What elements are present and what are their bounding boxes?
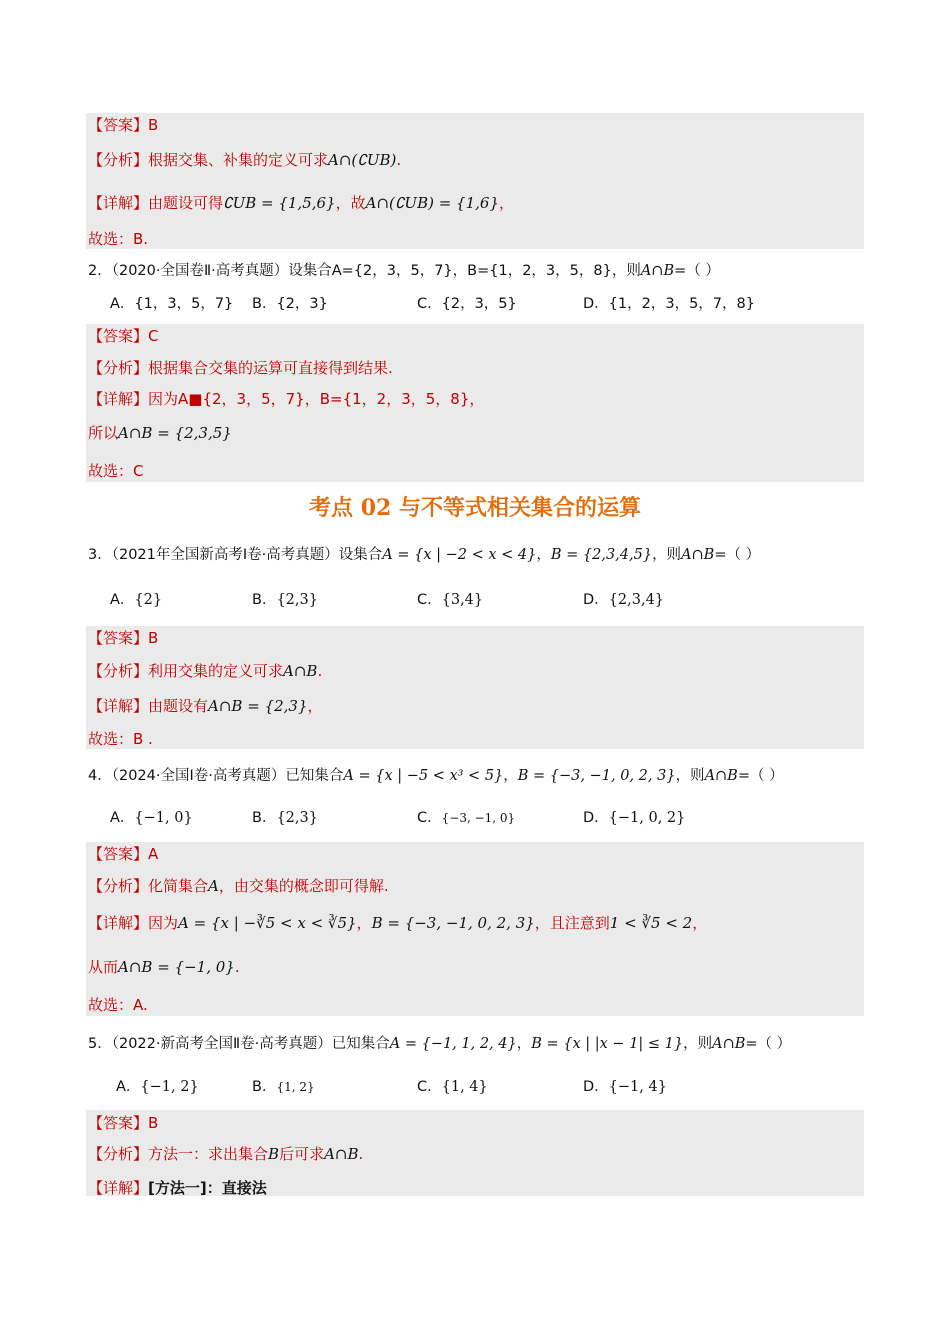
conclusion-line: 故选：A. [88, 996, 148, 1014]
result-line: 所以A∩B = {2,3,5} [88, 424, 232, 442]
section-title: 考点 02 与不等式相关集合的运算 [309, 495, 641, 521]
option-d: D．{2,3,4} [583, 592, 665, 608]
detail-line: 【详解】由题设有A∩B = {2,3}， [88, 697, 323, 715]
conclusion-line: 故选：B. [88, 230, 149, 248]
option-d: D．{−1, 0, 2} [583, 810, 686, 826]
analysis-line: 【分析】根据交集、补集的定义可求A∩(∁UB). [88, 151, 402, 169]
question-4-stem: 4．（2024·全国Ⅰ卷·高考真题）已知集合A = {x | −5 < x³ < 5}，B = {−3, −1, 0, 2, 3}，则A∩B=（ ） [88, 768, 784, 784]
conclusion-line: 故选：B . [88, 730, 153, 748]
option-c: C．{3,4} [417, 592, 484, 608]
answer-line: 【答案】C [88, 327, 159, 345]
answer-line: 【答案】B [88, 629, 159, 647]
answer-box-1 [86, 113, 864, 249]
answer-line: 【答案】B [88, 1114, 159, 1132]
option-c: C．{1, 4} [417, 1079, 488, 1095]
option-d: D．{1，2，3，5，7，8} [583, 296, 755, 312]
option-b: B．{1, 2} [252, 1079, 315, 1095]
analysis-line: 【分析】利用交集的定义可求A∩B. [88, 662, 323, 680]
analysis-line: 【分析】方法一：求出集合B后可求A∩B. [88, 1145, 364, 1163]
answer-line: 【答案】A [88, 845, 159, 863]
question-3-stem: 3．（2021年全国新高考Ⅰ卷·高考真题）设集合A = {x | −2 < x < 4}，B = {2,3,4,5}，则A∩B=（ ） [88, 547, 761, 563]
option-a: A．{2} [110, 592, 163, 608]
option-a: A．{−1, 0} [110, 810, 193, 826]
option-b: B．{2,3} [252, 592, 318, 608]
option-d: D．{−1, 4} [583, 1079, 667, 1095]
analysis-line: 【分析】根据集合交集的运算可直接得到结果. [88, 359, 393, 377]
answer-box-3 [86, 626, 864, 749]
question-2-stem: 2．（2020·全国卷Ⅱ·高考真题）设集合A={2，3，5，7}，B={1，2，3，5，8}，则A∩B=（ ） [88, 263, 720, 279]
answer-line: 【答案】B [88, 116, 159, 134]
option-b: B．{2,3} [252, 810, 318, 826]
detail-line: 【详解】因为A■{2，3，5，7}，B={1，2，3，5，8}， [88, 390, 485, 408]
option-a: A．{1，3，5，7} [110, 296, 234, 312]
detail-line: 【详解】因为A = {x | −∛5 < x < ∛5}，B = {−3, −1, 0, 2, 3}，且注意到1 < ∛5 < 2， [88, 914, 708, 932]
option-a: A．{−1, 2} [116, 1079, 199, 1095]
question-5-stem: 5．（2022·新高考全国Ⅱ卷·高考真题）已知集合A = {−1, 1, 2, 4}，B = {x | |x − 1| ≤ 1}，则A∩B=（ ） [88, 1036, 792, 1052]
option-c: C．{2，3，5} [417, 296, 517, 312]
option-b: B．{2，3} [252, 296, 328, 312]
result-line: 从而A∩B = {−1, 0}. [88, 958, 240, 976]
conclusion-line: 故选：C [88, 462, 144, 480]
analysis-line: 【分析】化简集合A，由交集的概念即可得解. [88, 877, 389, 895]
detail-line: 【详解】由题设可得∁UB = {1,5,6}，故A∩(∁UB) = {1,6}， [88, 194, 514, 212]
option-c: C．{−3, −1, 0} [417, 810, 516, 826]
detail-line: 【详解】[方法一]：直接法 [88, 1179, 267, 1197]
